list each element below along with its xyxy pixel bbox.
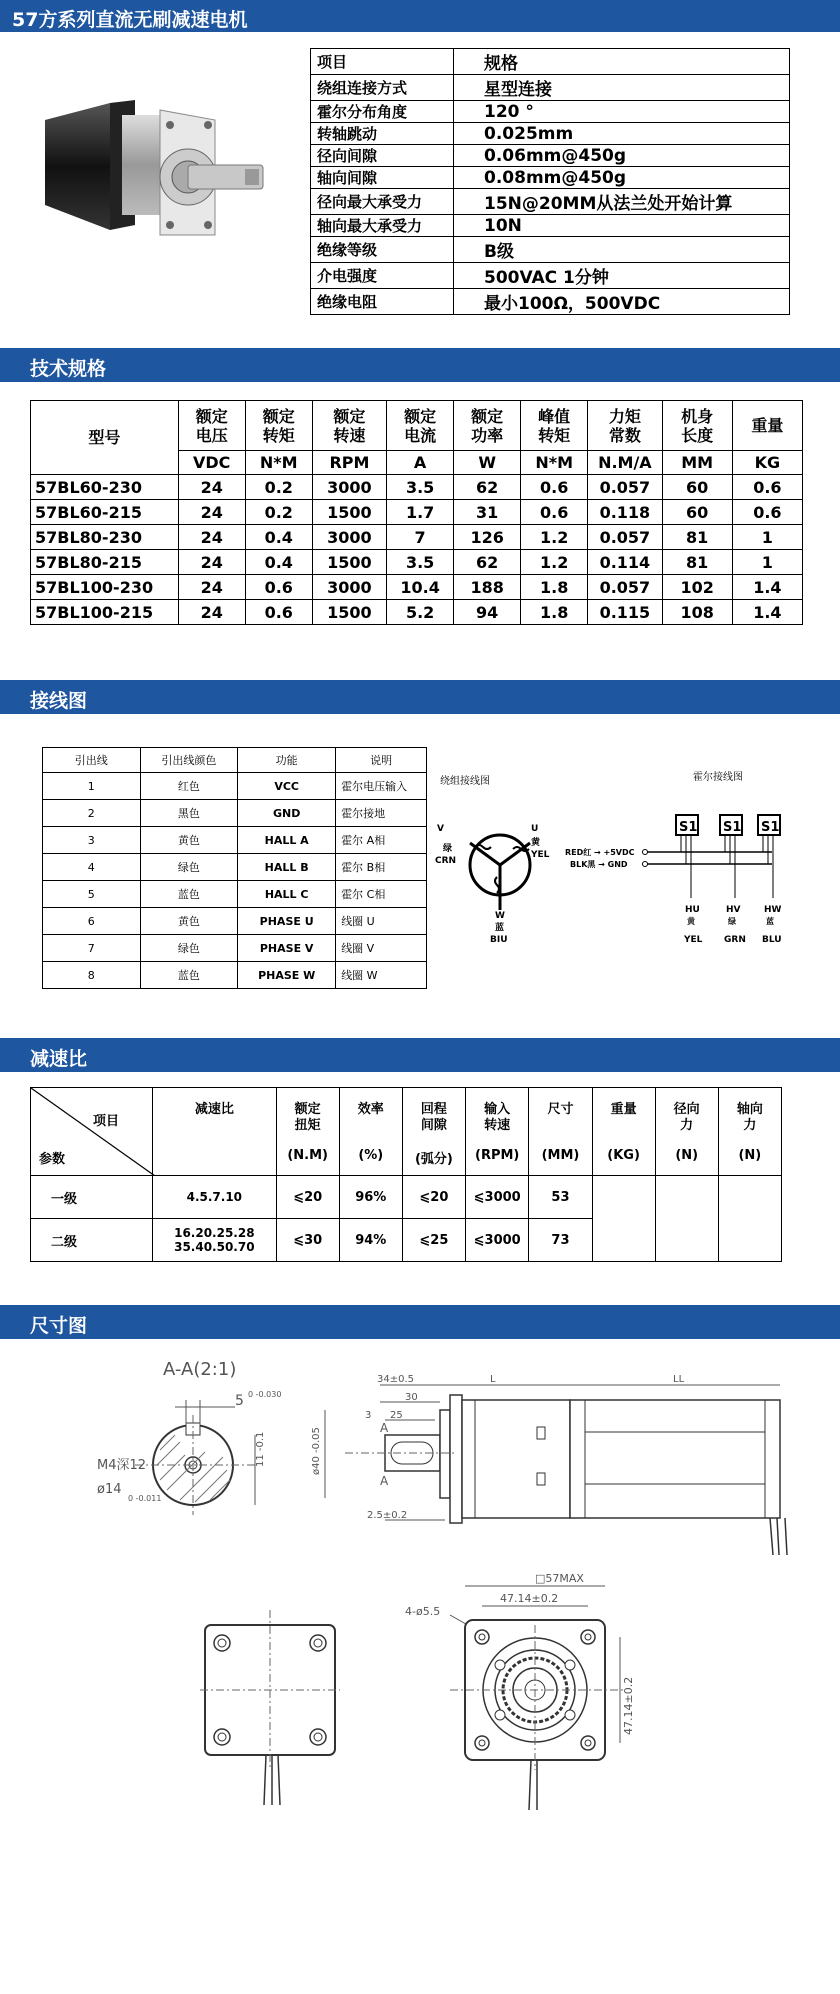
shaft-section-drawing	[95, 1355, 300, 1535]
tech-cell: 0.4	[245, 550, 312, 575]
tech-cell: 24	[178, 500, 245, 525]
spec-row	[311, 101, 790, 123]
tech-header-label: 额定功率	[471, 406, 504, 445]
wiring-cell: 霍尔接地	[336, 800, 427, 827]
tech-cell: 0.6	[732, 475, 802, 500]
wiring-cell: 绿色	[140, 854, 238, 881]
wiring-cell: PHASE U	[238, 908, 336, 935]
w-w: W	[495, 911, 505, 921]
tech-header-cell	[732, 401, 802, 451]
winding-title: 绕组接线图	[440, 776, 490, 787]
wiring-cell: HALL C	[238, 881, 336, 908]
spec-item: 绝缘等级	[311, 237, 454, 263]
tech-row	[31, 475, 803, 500]
spec-item: 项目	[311, 49, 454, 75]
wiring-cell: 线圈 U	[336, 908, 427, 935]
tech-header-cell	[245, 401, 312, 451]
hall-hu-cn: 黄	[687, 917, 695, 926]
tech-model: 57BL80-230	[31, 525, 179, 550]
ratio-corner-cell	[31, 1088, 153, 1176]
tech-model: 57BL100-215	[31, 600, 179, 625]
w-u: U	[531, 824, 539, 834]
dims-header	[0, 1305, 840, 1339]
spec-row	[311, 263, 790, 289]
ratio-cell: ⩽3000	[465, 1219, 528, 1262]
ratio-header-label: 重量	[610, 1102, 637, 1117]
tech-cell: 1500	[312, 500, 386, 525]
wiring-header-cell: 引出线颜色	[140, 748, 238, 773]
tech-unit-cell: MM	[662, 451, 732, 475]
ratio-header-label: 减速比	[194, 1102, 234, 1117]
dim-25b: 2.5±0.2	[367, 1510, 408, 1521]
tech-header-label: 峰值转矩	[538, 406, 571, 445]
spec-row	[311, 215, 790, 237]
wiring-row	[43, 935, 427, 962]
tech-cell: 10.4	[387, 575, 454, 600]
dim-sq: □57MAX	[535, 1572, 584, 1585]
wiring-cell: PHASE W	[238, 962, 336, 989]
dim-p47: 47.14±0.2	[500, 1592, 559, 1605]
spec-value: 0.08mm@450g	[454, 167, 790, 189]
motor-photo	[40, 95, 290, 250]
dim-key: 5	[235, 1393, 244, 1409]
dim-dia14: ø14	[97, 1482, 122, 1497]
tech-cell: 0.4	[245, 525, 312, 550]
tech-header-label: 额定电压	[195, 406, 228, 445]
dim-L: L	[490, 1374, 496, 1385]
ratio-header-label: 额定扭矩	[294, 1102, 321, 1133]
wiring-cell: HALL B	[238, 854, 336, 881]
spec-item: 介电强度	[311, 263, 454, 289]
hall-hv-en: GRN	[724, 935, 746, 945]
hall-diagram	[560, 810, 810, 960]
dim-LL: LL	[673, 1374, 685, 1385]
wiring-cell: 霍尔 B相	[336, 854, 427, 881]
tech-cell: 62	[454, 475, 521, 500]
wiring-header	[0, 680, 840, 714]
tech-cell: 0.057	[588, 525, 662, 550]
w-w-en: BIU	[490, 935, 508, 945]
ratio-header-cell	[465, 1088, 528, 1176]
specs-header	[0, 348, 840, 382]
tech-cell: 24	[178, 525, 245, 550]
spec-row	[311, 167, 790, 189]
w-v-cn: 绿	[443, 844, 453, 854]
tech-cell: 1.2	[521, 525, 588, 550]
tech-unit-cell: N*M	[521, 451, 588, 475]
spec-item: 径向间隙	[311, 145, 454, 167]
spec-table	[310, 48, 790, 315]
tech-cell: 3000	[312, 475, 386, 500]
w-u-en: YEL	[531, 850, 550, 860]
hall-hu: HU	[685, 905, 700, 915]
spec-row	[311, 237, 790, 263]
wiring-cell: GND	[238, 800, 336, 827]
wiring-header-cell: 引出线	[43, 748, 141, 773]
tech-unit-cell: RPM	[312, 451, 386, 475]
tech-cell: 0.6	[245, 600, 312, 625]
ratio-header-unit: (N)	[675, 1148, 699, 1163]
ratio-table	[30, 1087, 782, 1262]
tech-cell: 62	[454, 550, 521, 575]
ratio-header-label: 效率	[357, 1102, 384, 1117]
tech-header-cell	[387, 401, 454, 451]
wiring-cell: 线圈 W	[336, 962, 427, 989]
hall-hw-cn: 蓝	[766, 917, 774, 926]
ratio-cell: ⩽30	[276, 1219, 339, 1262]
ratio-header-label: 径向力	[673, 1102, 700, 1133]
tech-cell: 1.8	[521, 575, 588, 600]
ratio-cell: 二级	[31, 1219, 153, 1262]
dim-section: A-A(2:1)	[163, 1359, 237, 1380]
wiring-cell: VCC	[238, 773, 336, 800]
ratio-header-unit: (N)	[738, 1148, 762, 1163]
dims-title: 尺寸图	[30, 1315, 88, 1337]
tech-model: 57BL80-215	[31, 550, 179, 575]
wiring-cell: 3	[43, 827, 141, 854]
hall-hv-cn: 绿	[728, 917, 736, 926]
tech-cell: 24	[178, 550, 245, 575]
dim-a2: A	[380, 1474, 389, 1488]
dim-3: 3	[365, 1410, 372, 1421]
tech-header-row	[31, 401, 803, 451]
tech-cell: 60	[662, 475, 732, 500]
tech-cell: 0.6	[521, 500, 588, 525]
spec-item: 绝缘电阻	[311, 289, 454, 315]
tech-cell: 3.5	[387, 475, 454, 500]
tech-cell: 1.4	[732, 600, 802, 625]
w-u-cn: 黄	[531, 838, 541, 848]
spec-item: 绕组连接方式	[311, 75, 454, 101]
spec-row	[311, 75, 790, 101]
ratio-weight-cell	[592, 1176, 655, 1262]
spec-value: 15N@20MM从法兰处开始计算	[454, 189, 790, 215]
wiring-row	[43, 881, 427, 908]
wiring-cell: 线圈 V	[336, 935, 427, 962]
tech-cell: 0.057	[588, 575, 662, 600]
wiring-table	[42, 747, 427, 989]
ratio-cell: 4.5.7.10	[153, 1176, 277, 1219]
hall-red: RED红 → +5VDC	[565, 848, 635, 857]
spec-item: 轴向间隙	[311, 167, 454, 189]
tech-cell: 0.6	[732, 500, 802, 525]
wiring-cell: 6	[43, 908, 141, 935]
tech-cell: 24	[178, 600, 245, 625]
spec-row	[311, 189, 790, 215]
wiring-cell: 霍尔 C相	[336, 881, 427, 908]
ratio-header-cell	[276, 1088, 339, 1176]
ratio-row	[31, 1176, 782, 1219]
tech-cell: 1.7	[387, 500, 454, 525]
ratio-cell: ⩽3000	[465, 1176, 528, 1219]
ratio-header-cell	[402, 1088, 465, 1176]
dim-dia40: ø40 -0.05	[311, 1427, 322, 1475]
ratio-header-label: 回程间隙	[420, 1102, 447, 1133]
spec-value: 0.06mm@450g	[454, 145, 790, 167]
tech-row	[31, 600, 803, 625]
spec-value: 规格	[454, 49, 790, 75]
hall-hu-en: YEL	[684, 935, 703, 945]
wiring-row	[43, 908, 427, 935]
wiring-cell: 黄色	[140, 827, 238, 854]
ratio-header-cell	[592, 1088, 655, 1176]
tech-model: 57BL60-215	[31, 500, 179, 525]
tech-header-cell	[521, 401, 588, 451]
wiring-header-cell: 说明	[336, 748, 427, 773]
spec-item: 轴向最大承受力	[311, 215, 454, 237]
ratio-header-cell	[529, 1088, 592, 1176]
spec-value: 星型连接	[454, 75, 790, 101]
hall-hw-en: BLU	[762, 935, 782, 945]
tech-cell: 94	[454, 600, 521, 625]
dim-eleven: 11 -0.1	[255, 1431, 266, 1467]
hall-blk: BLK黑 → GND	[570, 860, 628, 869]
dim-m4: M4深12	[97, 1458, 147, 1473]
tech-cell: 0.6	[521, 475, 588, 500]
tech-cell: 7	[387, 525, 454, 550]
wiring-cell: 蓝色	[140, 881, 238, 908]
tech-cell: 0.115	[588, 600, 662, 625]
tech-table	[30, 400, 803, 625]
ratio-cell: 94%	[339, 1219, 402, 1262]
tech-row	[31, 575, 803, 600]
hall-hv: HV	[726, 905, 741, 915]
tech-header-label: 重量	[751, 416, 784, 435]
tech-cell: 0.2	[245, 500, 312, 525]
spec-row	[311, 289, 790, 315]
tech-cell: 24	[178, 475, 245, 500]
spec-value: 最小100Ω，500VDC	[454, 289, 790, 315]
ratio-header-cell	[153, 1088, 277, 1176]
wiring-row	[43, 962, 427, 989]
wiring-row	[43, 854, 427, 881]
ratio-header-unit: (RPM)	[475, 1148, 520, 1163]
ratio-corner-bottom: 参数	[39, 1152, 66, 1167]
ratio-header-unit: (弧分)	[414, 1152, 453, 1167]
spec-value: 10N	[454, 215, 790, 237]
tech-header-label: 型号	[88, 428, 121, 447]
s1-a: S1	[679, 820, 698, 835]
spec-value: B级	[454, 237, 790, 263]
w-w-cn: 蓝	[495, 923, 505, 933]
wiring-cell: 5	[43, 881, 141, 908]
ratio-header-label: 轴向力	[736, 1102, 763, 1133]
tech-header-label: 额定转速	[333, 406, 366, 445]
ratio-radial-cell	[655, 1176, 718, 1262]
tech-cell: 1	[732, 550, 802, 575]
tech-model: 57BL100-230	[31, 575, 179, 600]
ratio-header	[0, 1038, 840, 1072]
ratio-cell: 96%	[339, 1176, 402, 1219]
w-v-en: CRN	[435, 856, 457, 866]
tech-header-label: 额定转矩	[262, 406, 295, 445]
tech-row	[31, 525, 803, 550]
tech-cell: 0.6	[245, 575, 312, 600]
wiring-row	[43, 773, 427, 800]
tech-cell: 0.2	[245, 475, 312, 500]
wiring-row	[43, 827, 427, 854]
ratio-header-label: 尺寸	[547, 1102, 574, 1117]
tech-header-label: 机身长度	[681, 406, 714, 445]
ratio-cell: ⩽25	[402, 1219, 465, 1262]
wiring-cell: 1	[43, 773, 141, 800]
title-bar	[0, 0, 840, 32]
wiring-cell: HALL A	[238, 827, 336, 854]
dim-34: 34±0.5	[377, 1374, 415, 1385]
tech-cell: 3.5	[387, 550, 454, 575]
wiring-cell: 蓝色	[140, 962, 238, 989]
ratio-cell: 53	[529, 1176, 592, 1219]
wiring-cell: 黑色	[140, 800, 238, 827]
wiring-header-row	[43, 748, 427, 773]
tech-cell: 0.114	[588, 550, 662, 575]
ratio-cell: ⩽20	[402, 1176, 465, 1219]
tech-cell: 1	[732, 525, 802, 550]
wiring-cell: 7	[43, 935, 141, 962]
tech-cell: 1500	[312, 600, 386, 625]
tech-cell: 5.2	[387, 600, 454, 625]
s1-c: S1	[761, 820, 780, 835]
wiring-cell: 霍尔电压输入	[336, 773, 427, 800]
tech-cell: 1.2	[521, 550, 588, 575]
ratio-cell: 一级	[31, 1176, 153, 1219]
ratio-header-unit: (N.M)	[287, 1148, 328, 1163]
dim-25: 25	[390, 1410, 403, 1421]
spec-value: 120 °	[454, 101, 790, 123]
wiring-cell: 黄色	[140, 908, 238, 935]
wiring-cell: 2	[43, 800, 141, 827]
wiring-title: 接线图	[30, 690, 88, 712]
tech-cell: 0.118	[588, 500, 662, 525]
ratio-title: 减速比	[30, 1048, 88, 1070]
tech-cell: 0.057	[588, 475, 662, 500]
hall-hw: HW	[764, 905, 782, 915]
ratio-cell: ⩽20	[276, 1176, 339, 1219]
tech-cell: 81	[662, 525, 732, 550]
hall-title: 霍尔接线图	[693, 772, 743, 783]
ratio-header-label: 输入转速	[484, 1102, 511, 1133]
tech-cell: 188	[454, 575, 521, 600]
ratio-header-row	[31, 1088, 782, 1176]
dim-30: 30	[405, 1392, 418, 1403]
dim-a1: A	[380, 1421, 389, 1435]
tech-row	[31, 550, 803, 575]
spec-row	[311, 49, 790, 75]
spec-value: 0.025mm	[454, 123, 790, 145]
spec-value: 500VAC 1分钟	[454, 263, 790, 289]
specs-title: 技术规格	[30, 358, 107, 380]
wiring-cell: 红色	[140, 773, 238, 800]
tech-cell: 108	[662, 600, 732, 625]
s1-b: S1	[723, 820, 742, 835]
ratio-header-cell	[718, 1088, 781, 1176]
wiring-row	[43, 800, 427, 827]
ratio-header-cell	[655, 1088, 718, 1176]
tech-unit-cell: KG	[732, 451, 802, 475]
tech-unit-cell: N*M	[245, 451, 312, 475]
page-title: 57方系列直流无刷减速电机	[12, 9, 248, 31]
tech-cell: 1.8	[521, 600, 588, 625]
spec-row	[311, 123, 790, 145]
tech-header-cell	[31, 401, 179, 475]
tech-header-cell	[312, 401, 386, 451]
tech-header-cell	[588, 401, 662, 451]
wiring-cell: 霍尔 A相	[336, 827, 427, 854]
ratio-header-cell	[339, 1088, 402, 1176]
ratio-cell: 73	[529, 1219, 592, 1262]
ratio-header-unit: (%)	[358, 1148, 384, 1163]
tech-cell: 81	[662, 550, 732, 575]
wiring-cell: PHASE V	[238, 935, 336, 962]
tech-cell: 1500	[312, 550, 386, 575]
ratio-header-unit: (KG)	[607, 1148, 640, 1163]
tech-unit-cell: N.M/A	[588, 451, 662, 475]
spec-row	[311, 145, 790, 167]
ratio-cell: 16.20.25.28 35.40.50.70	[153, 1219, 277, 1262]
winding-diagram	[435, 815, 565, 950]
tech-cell: 1.4	[732, 575, 802, 600]
tech-header-cell	[454, 401, 521, 451]
tech-row	[31, 500, 803, 525]
tech-cell: 31	[454, 500, 521, 525]
tech-header-cell	[178, 401, 245, 451]
tech-cell: 60	[662, 500, 732, 525]
ratio-header-unit: (MM)	[541, 1148, 580, 1163]
side-view-drawing	[305, 1370, 805, 1560]
dim-dia14-tol: 0 -0.011	[128, 1494, 162, 1503]
spec-item: 径向最大承受力	[311, 189, 454, 215]
spec-item: 转轴跳动	[311, 123, 454, 145]
ratio-corner-top: 项目	[93, 1114, 120, 1129]
wiring-header-cell: 功能	[238, 748, 336, 773]
wiring-cell: 绿色	[140, 935, 238, 962]
wiring-cell: 8	[43, 962, 141, 989]
tech-unit-cell: VDC	[178, 451, 245, 475]
tech-cell: 126	[454, 525, 521, 550]
tech-header-cell	[662, 401, 732, 451]
tech-cell: 102	[662, 575, 732, 600]
tech-header-label: 额定电流	[404, 406, 437, 445]
dim-holes: 4-ø5.5	[405, 1605, 441, 1618]
tech-header-label: 力矩常数	[608, 406, 641, 445]
ratio-axial-cell	[718, 1176, 781, 1262]
wiring-cell: 4	[43, 854, 141, 881]
tech-cell: 3000	[312, 575, 386, 600]
dim-p47v: 47.14±0.2	[622, 1676, 635, 1735]
tech-unit-cell: A	[387, 451, 454, 475]
back-view-drawing	[200, 1610, 345, 1810]
tech-unit-cell: W	[454, 451, 521, 475]
tech-cell: 3000	[312, 525, 386, 550]
tech-model: 57BL60-230	[31, 475, 179, 500]
spec-item: 霍尔分布角度	[311, 101, 454, 123]
w-v: V	[437, 824, 444, 834]
front-view-drawing	[400, 1570, 650, 1815]
tech-cell: 24	[178, 575, 245, 600]
dim-key-tol: 0 -0.030	[248, 1390, 282, 1399]
